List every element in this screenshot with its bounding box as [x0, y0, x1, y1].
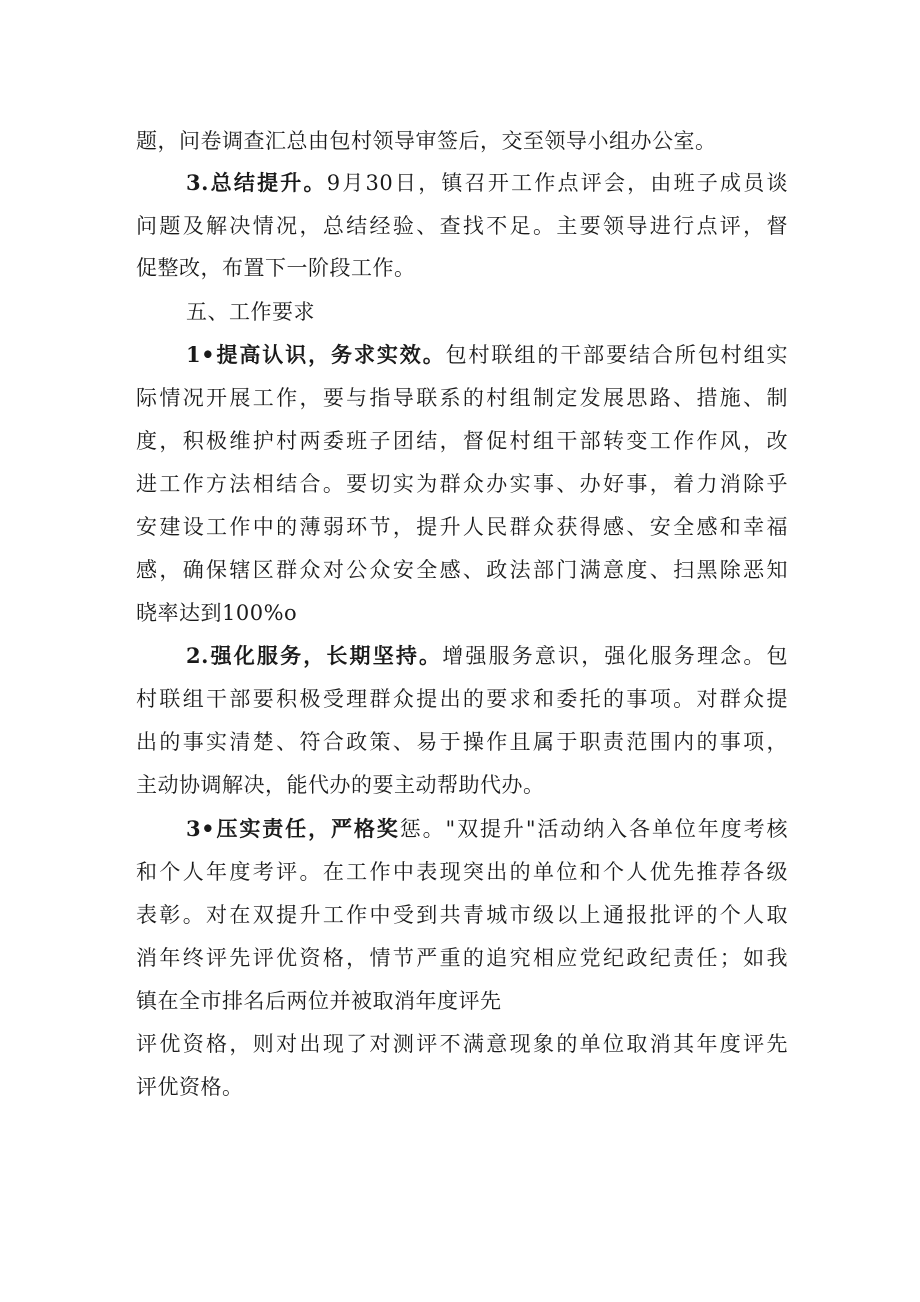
- text-segment: 表彰。对在双提升工作中受到共青城市级以上通报批评的个人取: [136, 903, 788, 927]
- text-segment: 惩。"双提升"活动纳入各单位年度考核: [399, 817, 788, 841]
- text-segment: 村联组干部要积极受理群众提出的要求和委托的事项。对群众提: [136, 687, 788, 711]
- text-line: [186, 168, 788, 198]
- subheading-summary: 3.总结提升。: [186, 170, 327, 195]
- text-segment: 题，问卷调查汇总由包村领导审签后，交至领导小组办公室。: [136, 129, 717, 153]
- text-line: [136, 1029, 788, 1059]
- subheading-awareness: 1•提高认识，务求实效。: [186, 342, 446, 367]
- text-line: [136, 253, 788, 283]
- text-line: [136, 383, 788, 413]
- text-segment: 增强服务意识，强化服务理念。包: [442, 644, 788, 668]
- text-line: [136, 727, 788, 757]
- text-segment: 9月30日，镇召开工作点评会，由班子成员谈: [326, 171, 788, 195]
- text-line: [136, 598, 788, 628]
- text-line: [136, 211, 788, 241]
- text-segment: 进工作方法相结合。要切实为群众办实事、办好事，着力消除乎: [136, 472, 788, 496]
- text-line: [186, 814, 788, 844]
- text-segment: 镇在全市排名后两位并被取消年度评先: [136, 989, 502, 1013]
- text-line: [136, 900, 788, 930]
- text-line: [136, 943, 788, 973]
- section-heading: [186, 297, 788, 327]
- text-segment: 际情况开展工作，要与指导联系的村组制定发展思路、措施、制: [136, 386, 788, 410]
- text-line: [136, 555, 788, 585]
- text-segment: 感，确保辖区群众对公众安全感、政法部门满意度、扫黑除恶知: [136, 558, 788, 582]
- subheading-responsibility: 3•压实责任，严格奖: [186, 816, 400, 841]
- subheading-service: 2.强化服务，长期坚持。: [186, 643, 443, 668]
- text-line: [136, 469, 788, 499]
- text-line: [136, 857, 788, 887]
- text-line: [136, 770, 788, 800]
- text-line: [186, 340, 788, 370]
- text-line: [136, 986, 788, 1016]
- text-line: [136, 1072, 788, 1102]
- text-segment: 出的事实清楚、符合政策、易于操作且属于职责范围内的事项，: [136, 730, 788, 754]
- section-heading-text: 五、工作要求: [186, 300, 315, 324]
- text-segment: 问题及解决情况，总结经验、查找不足。主要领导进行点评，督: [136, 214, 788, 238]
- text-line: [136, 126, 788, 156]
- text-line: [186, 641, 788, 671]
- text-segment: 和个人年度考评。在工作中表现突出的单位和个人优先推荐各级: [136, 860, 788, 884]
- text-line: [136, 684, 788, 714]
- text-segment: 安建设工作中的薄弱环节，提升人民群众获得感、安全感和幸福: [136, 515, 788, 539]
- text-segment: 消年终评先评优资格，情节严重的追究相应党纪政纪责任；如我: [136, 946, 788, 970]
- text-segment: 主动协调解决，能代办的要主动帮助代办。: [136, 773, 545, 797]
- text-segment: 促整改，布置下一阶段工作。: [136, 256, 416, 280]
- text-segment: 晓率达到100%o: [136, 601, 298, 625]
- text-line: [136, 512, 788, 542]
- text-segment: 包村联组的干部要结合所包村组实: [445, 343, 788, 367]
- text-segment: 评优资格，则对出现了对测评不满意现象的单位取消其年度评先: [136, 1032, 788, 1056]
- text-segment: 评优资格。: [136, 1075, 244, 1099]
- text-segment: 度，积极维护村两委班子团结，督促村组干部转变工作作风，改: [136, 429, 788, 453]
- text-line: [136, 426, 788, 456]
